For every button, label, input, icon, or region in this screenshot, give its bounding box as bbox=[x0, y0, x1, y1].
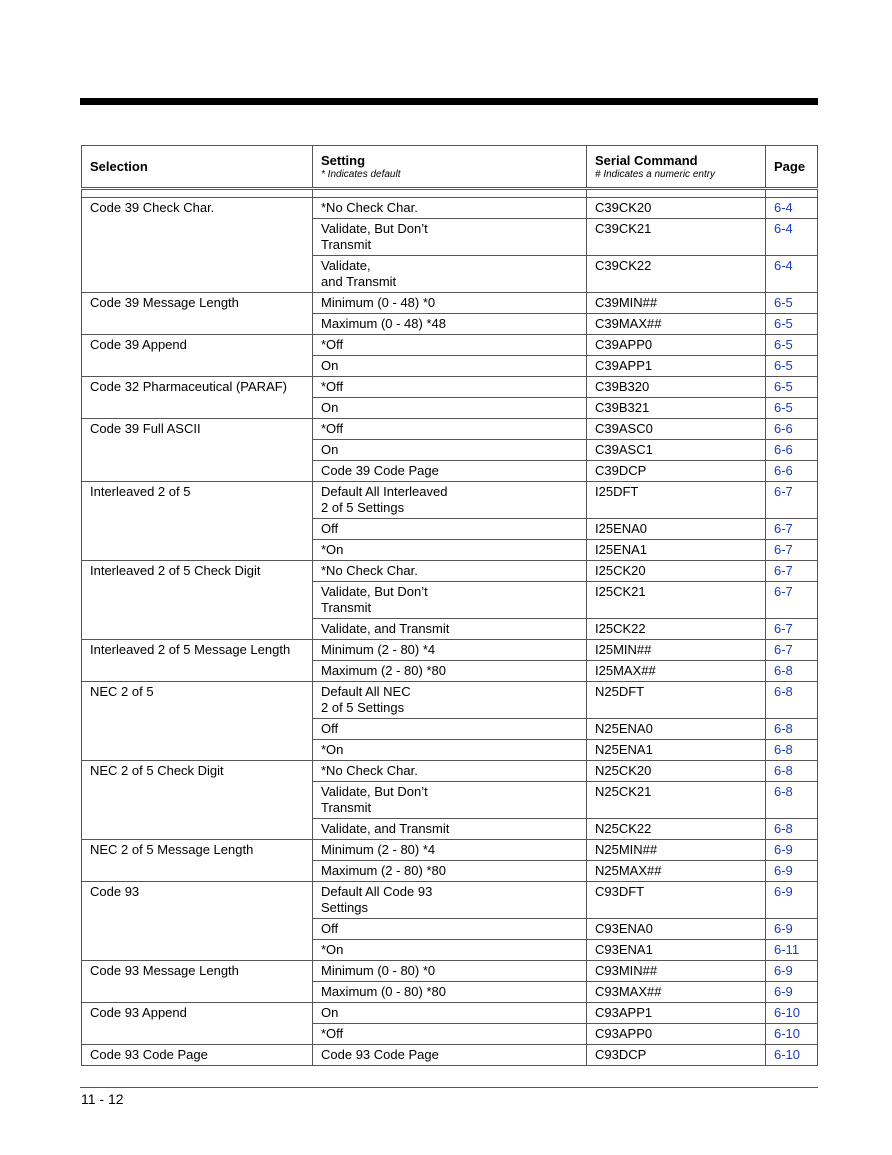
serial-command-cell: N25ENA0 bbox=[587, 719, 766, 740]
serial-command-cell: I25CK20 bbox=[587, 561, 766, 582]
setting-cell: Default All NEC 2 of 5 Settings bbox=[313, 682, 587, 719]
page-link[interactable]: 6-8 bbox=[766, 682, 818, 719]
selection-cell: Code 93 bbox=[82, 882, 313, 961]
setting-cell: *No Check Char. bbox=[313, 198, 587, 219]
serial-command-cell: C93ENA1 bbox=[587, 940, 766, 961]
page-link[interactable]: 6-8 bbox=[766, 819, 818, 840]
selection-cell: Interleaved 2 of 5 Check Digit bbox=[82, 561, 313, 640]
serial-command-cell: C39MAX## bbox=[587, 314, 766, 335]
page-link[interactable]: 6-10 bbox=[766, 1003, 818, 1024]
setting-cell: *No Check Char. bbox=[313, 761, 587, 782]
serial-command-cell: I25MAX## bbox=[587, 661, 766, 682]
serial-command-cell: C93MAX## bbox=[587, 982, 766, 1003]
setting-cell: Minimum (0 - 80) *0 bbox=[313, 961, 587, 982]
page-link[interactable]: 6-9 bbox=[766, 919, 818, 940]
page-link[interactable]: 6-8 bbox=[766, 661, 818, 682]
page-link[interactable]: 6-5 bbox=[766, 293, 818, 314]
setting-cell: *No Check Char. bbox=[313, 561, 587, 582]
serial-command-cell: C39CK22 bbox=[587, 256, 766, 293]
page-header: Page bbox=[766, 146, 818, 189]
page-link[interactable]: 6-9 bbox=[766, 840, 818, 861]
setting-cell: On bbox=[313, 398, 587, 419]
table-row bbox=[82, 882, 818, 919]
serial-command-cell: N25DFT bbox=[587, 682, 766, 719]
selection-cell: Interleaved 2 of 5 Message Length bbox=[82, 640, 313, 682]
serial-command-cell: N25CK21 bbox=[587, 782, 766, 819]
setting-cell: *On bbox=[313, 540, 587, 561]
setting-cell: Minimum (2 - 80) *4 bbox=[313, 640, 587, 661]
setting-cell: On bbox=[313, 356, 587, 377]
table-body bbox=[82, 189, 818, 1066]
page-link[interactable]: 6-5 bbox=[766, 398, 818, 419]
table-row bbox=[82, 561, 818, 582]
serial-command-cell: C93ENA0 bbox=[587, 919, 766, 940]
selection-cell: Code 39 Append bbox=[82, 335, 313, 377]
selection-cell: Code 32 Pharmaceutical (PARAF) bbox=[82, 377, 313, 419]
setting-cell: *On bbox=[313, 940, 587, 961]
selection-cell: NEC 2 of 5 Message Length bbox=[82, 840, 313, 882]
page-link[interactable]: 6-10 bbox=[766, 1045, 818, 1066]
table-row bbox=[82, 640, 818, 661]
table-row bbox=[82, 482, 818, 519]
page-link[interactable]: 6-7 bbox=[766, 519, 818, 540]
page-link[interactable]: 6-7 bbox=[766, 640, 818, 661]
page-link[interactable]: 6-9 bbox=[766, 861, 818, 882]
page-link[interactable]: 6-7 bbox=[766, 561, 818, 582]
setting-cell: Minimum (2 - 80) *4 bbox=[313, 840, 587, 861]
serial-command-cell: I25ENA1 bbox=[587, 540, 766, 561]
page-number: 11 - 12 bbox=[81, 1091, 124, 1107]
table-row bbox=[82, 961, 818, 982]
header-rule bbox=[80, 98, 818, 105]
serial-command-cell: N25MIN## bbox=[587, 840, 766, 861]
table-row bbox=[82, 1003, 818, 1024]
serial-command-cell: N25CK20 bbox=[587, 761, 766, 782]
page-link[interactable]: 6-11 bbox=[766, 940, 818, 961]
page-link[interactable]: 6-7 bbox=[766, 582, 818, 619]
setting-cell: Default All Interleaved 2 of 5 Settings bbox=[313, 482, 587, 519]
serial-command-cell: C39CK20 bbox=[587, 198, 766, 219]
table-row bbox=[82, 419, 818, 440]
setting-cell: On bbox=[313, 1003, 587, 1024]
page-link[interactable]: 6-6 bbox=[766, 461, 818, 482]
setting-cell: Minimum (0 - 48) *0 bbox=[313, 293, 587, 314]
header-separator bbox=[82, 189, 818, 198]
setting-cell: Off bbox=[313, 919, 587, 940]
setting-cell: *On bbox=[313, 740, 587, 761]
serial-command-cell: C39APP1 bbox=[587, 356, 766, 377]
setting-cell: Validate, But Don’t Transmit bbox=[313, 582, 587, 619]
serial-command-cell: N25ENA1 bbox=[587, 740, 766, 761]
serial-command-cell: C93APP1 bbox=[587, 1003, 766, 1024]
page-link[interactable]: 6-5 bbox=[766, 314, 818, 335]
selection-cell: Code 93 Message Length bbox=[82, 961, 313, 1003]
setting-cell: On bbox=[313, 440, 587, 461]
serial-command-cell: I25DFT bbox=[587, 482, 766, 519]
page-link[interactable]: 6-5 bbox=[766, 377, 818, 398]
table-header-row bbox=[82, 146, 818, 189]
setting-cell: *Off bbox=[313, 335, 587, 356]
serial-command-cell: C39B321 bbox=[587, 398, 766, 419]
page-link[interactable]: 6-8 bbox=[766, 740, 818, 761]
setting-cell: Code 93 Code Page bbox=[313, 1045, 587, 1066]
table-row bbox=[82, 761, 818, 782]
serial-note: # Indicates a numeric entry bbox=[595, 168, 716, 180]
page-link[interactable]: 6-6 bbox=[766, 419, 818, 440]
serial-command-cell: C93APP0 bbox=[587, 1024, 766, 1045]
selection-cell: Code 39 Full ASCII bbox=[82, 419, 313, 482]
page-link[interactable]: 6-4 bbox=[766, 256, 818, 293]
page-link[interactable]: 6-4 bbox=[766, 219, 818, 256]
serial-command-cell: I25ENA0 bbox=[587, 519, 766, 540]
setting-note: * Indicates default bbox=[321, 168, 401, 180]
table-row bbox=[82, 377, 818, 398]
page-link[interactable]: 6-5 bbox=[766, 356, 818, 377]
setting-cell: *Off bbox=[313, 1024, 587, 1045]
selection-cell: NEC 2 of 5 Check Digit bbox=[82, 761, 313, 840]
selection-cell: Code 93 Code Page bbox=[82, 1045, 313, 1066]
table-row bbox=[82, 293, 818, 314]
serial-command-cell: C39ASC1 bbox=[587, 440, 766, 461]
serial-command-cell: C93DFT bbox=[587, 882, 766, 919]
page-link[interactable]: 6-7 bbox=[766, 540, 818, 561]
serial-command-cell: C39APP0 bbox=[587, 335, 766, 356]
footer-rule bbox=[80, 1087, 818, 1088]
page-link[interactable]: 6-8 bbox=[766, 782, 818, 819]
setting-cell: Validate, and Transmit bbox=[313, 819, 587, 840]
page-link[interactable]: 6-6 bbox=[766, 440, 818, 461]
setting-cell: Maximum (2 - 80) *80 bbox=[313, 661, 587, 682]
serial-command-cell: C93DCP bbox=[587, 1045, 766, 1066]
setting-header: Setting * Indicates default bbox=[313, 146, 587, 189]
selection-cell: Interleaved 2 of 5 bbox=[82, 482, 313, 561]
selection-cell: Code 39 Check Char. bbox=[82, 198, 313, 293]
table-row bbox=[82, 198, 818, 219]
setting-cell: Validate, and Transmit bbox=[313, 619, 587, 640]
page-link[interactable]: 6-5 bbox=[766, 335, 818, 356]
serial-command-cell: I25MIN## bbox=[587, 640, 766, 661]
serial-command-cell: I25CK21 bbox=[587, 582, 766, 619]
setting-cell: Validate, and Transmit bbox=[313, 256, 587, 293]
serial-command-cell: C39B320 bbox=[587, 377, 766, 398]
setting-cell: Default All Code 93 Settings bbox=[313, 882, 587, 919]
page-link[interactable]: 6-7 bbox=[766, 619, 818, 640]
serial-command-cell: N25MAX## bbox=[587, 861, 766, 882]
setting-cell: Maximum (0 - 80) *80 bbox=[313, 982, 587, 1003]
serial-command-cell: C39CK21 bbox=[587, 219, 766, 256]
serial-command-cell: I25CK22 bbox=[587, 619, 766, 640]
serial-command-cell: N25CK22 bbox=[587, 819, 766, 840]
serial-command-cell: C39DCP bbox=[587, 461, 766, 482]
page-link[interactable]: 6-10 bbox=[766, 1024, 818, 1045]
selection-cell: NEC 2 of 5 bbox=[82, 682, 313, 761]
selection-cell: Code 93 Append bbox=[82, 1003, 313, 1045]
page-link[interactable]: 6-8 bbox=[766, 719, 818, 740]
setting-cell: *Off bbox=[313, 377, 587, 398]
table-row bbox=[82, 1045, 818, 1066]
setting-cell: Off bbox=[313, 719, 587, 740]
table-row bbox=[82, 682, 818, 719]
page-link[interactable]: 6-7 bbox=[766, 482, 818, 519]
table-row bbox=[82, 840, 818, 861]
serial-command-header: Serial Command # Indicates a numeric entry bbox=[587, 146, 766, 189]
setting-cell: Validate, But Don’t Transmit bbox=[313, 782, 587, 819]
serial-command-cell: C39MIN## bbox=[587, 293, 766, 314]
setting-cell: Maximum (0 - 48) *48 bbox=[313, 314, 587, 335]
table-row bbox=[82, 335, 818, 356]
page-link[interactable]: 6-9 bbox=[766, 882, 818, 919]
selection-cell: Code 39 Message Length bbox=[82, 293, 313, 335]
setting-cell: Validate, But Don’t Transmit bbox=[313, 219, 587, 256]
setting-cell: Off bbox=[313, 519, 587, 540]
serial-command-cell: C93MIN## bbox=[587, 961, 766, 982]
page-link[interactable]: 6-9 bbox=[766, 961, 818, 982]
page-link[interactable]: 6-9 bbox=[766, 982, 818, 1003]
serial-command-cell: C39ASC0 bbox=[587, 419, 766, 440]
setting-cell: Code 39 Code Page bbox=[313, 461, 587, 482]
setting-cell: *Off bbox=[313, 419, 587, 440]
page-link[interactable]: 6-8 bbox=[766, 761, 818, 782]
serial-command-table bbox=[81, 145, 818, 1066]
setting-cell: Maximum (2 - 80) *80 bbox=[313, 861, 587, 882]
page-link[interactable]: 6-4 bbox=[766, 198, 818, 219]
selection-header: Selection bbox=[82, 146, 313, 189]
